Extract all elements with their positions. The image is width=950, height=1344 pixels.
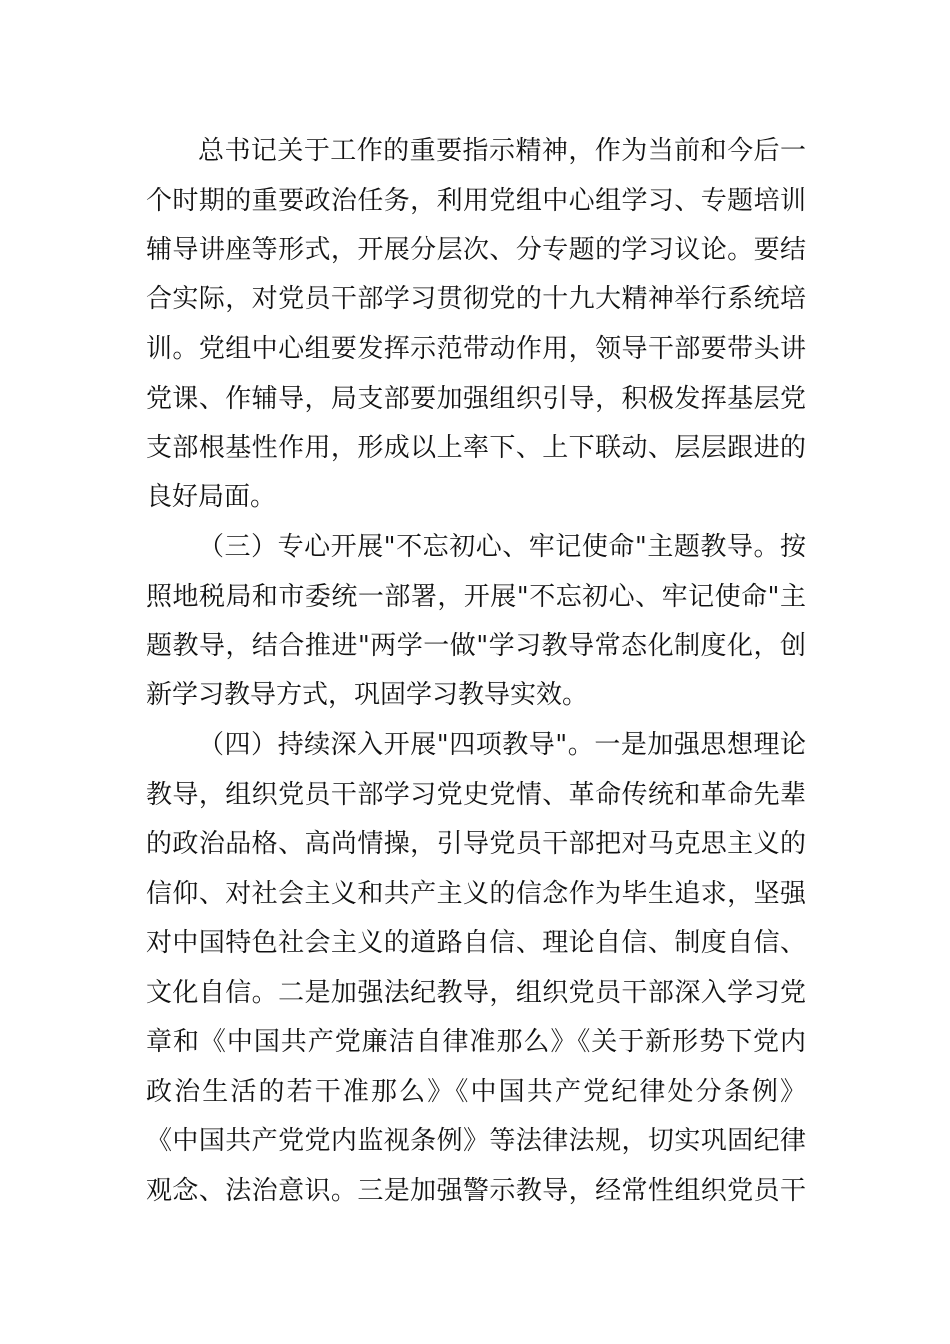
text-line: 合实际，对党员干部学习贯彻党的十九大精神举行系统培 [146, 284, 806, 314]
text-line: 总书记关于工作的重要指示精神，作为当前和今后一 [198, 136, 806, 166]
text-line: 文化自信。二是加强法纪教导，组织党员干部深入学习党 [146, 978, 806, 1008]
text-line: 信仰、对社会主义和共产主义的信念作为毕生追求，坚强 [146, 879, 806, 909]
text-line: 个时期的重要政治任务，利用党组中心组学习、专题培训 [146, 186, 806, 216]
text-line: 章和《中国共产党廉洁自律准那么》《关于新形势下党内 [146, 1027, 806, 1057]
text-line: 支部根基性作用，形成以上率下、上下联动、层层跟进的 [146, 433, 806, 463]
section-heading-line: （三）专心开展"不忘初心、牢记使命"主题教导。按 [198, 532, 806, 562]
text-line: 辅导讲座等形式，开展分层次、分专题的学习议论。要结 [146, 235, 806, 265]
text-line: 新学习教导方式，巩固学习教导实效。 [146, 680, 589, 710]
text-line: 《中国共产党党内监视条例》等法律法规，切实巩固纪律 [146, 1126, 806, 1156]
text-line: 政治生活的若干准那么》《中国共产党纪律处分条例》 [146, 1077, 806, 1107]
text-line: 对中国特色社会主义的道路自信、理论自信、制度自信、 [146, 928, 806, 958]
text-line: 良好局面。 [146, 482, 277, 512]
text-line: 观念、法治意识。三是加强警示教导，经常性组织党员干 [146, 1176, 806, 1206]
text-line: 照地税局和市委统一部署，开展"不忘初心、牢记使命"主 [146, 582, 806, 612]
text-line: 的政治品格、高尚情操，引导党员干部把对马克思主义的 [146, 829, 806, 859]
text-line: 党课、作辅导，局支部要加强组织引导，积极发挥基层党 [146, 384, 806, 414]
text-line: 教导，组织党员干部学习党史党情、革命传统和革命先辈 [146, 780, 806, 810]
section-heading-line: （四）持续深入开展"四项教导"。一是加强思想理论 [198, 730, 806, 760]
text-line: 题教导，结合推进"两学一做"学习教导常态化制度化，创 [146, 631, 806, 661]
text-line: 训。党组中心组要发挥示范带动作用，领导干部要带头讲 [146, 334, 806, 364]
